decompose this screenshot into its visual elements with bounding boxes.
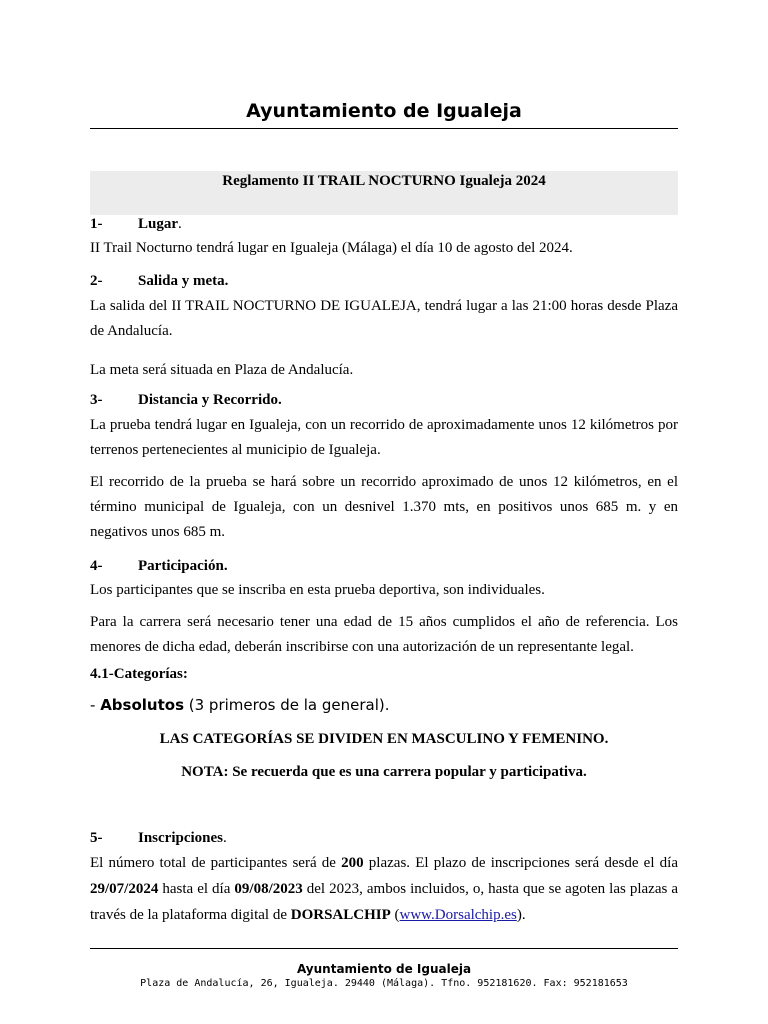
platform-name: DORSALCHIP (290, 907, 391, 923)
category-absolutos (90, 694, 678, 716)
footer-divider (90, 948, 678, 949)
section-2-paragraph-2: La meta será situada en Plaza de Andalucía. (90, 362, 354, 378)
categories-division-notice: LAS CATEGORÍAS SE DIVIDEN EN MASCULINO Y FEMENINO. (159, 731, 609, 747)
text-run: El número total de participantes será de (90, 855, 342, 871)
footer-address: Plaza de Andalucía, 26, Igualeja. 29440 (Málaga). Tfno. 952181620. Fax: 952181653 (140, 978, 628, 989)
section-number: 4- (90, 558, 103, 574)
section-2-heading (90, 271, 678, 291)
section-number: 2- (90, 273, 103, 289)
text-run: ( (390, 907, 400, 923)
subsection-categories-heading: 4.1-Categorías: (90, 666, 188, 682)
section-5-heading (90, 828, 678, 848)
footer-title: Ayuntamiento de Igualeja (296, 962, 472, 976)
document-title: Reglamento II TRAIL NOCTURNO Igualeja 2024 (222, 173, 546, 189)
section-4-paragraph-2: Para la carrera será necesario tener una edad de 15 años cumplidos el año de referencia. Los menores de dicha edad, deberán inscribirse con una autorización de un representante legal. (90, 614, 678, 655)
section-5-paragraph (90, 850, 678, 928)
text-run: hasta el día (158, 881, 235, 897)
section-3-heading (90, 390, 678, 410)
section-2-paragraph-1: La salida del II TRAIL NOCTURNO DE IGUALEJA, tendrá lugar a las 21:00 horas desde Plaza de Andalucía. (90, 298, 678, 339)
section-title: Inscripciones (138, 830, 224, 846)
section-title: Participación. (138, 558, 228, 574)
section-title: Lugar (138, 216, 179, 232)
category-detail: (3 primeros de la general). (184, 696, 390, 714)
section-4-paragraph-1: Los participantes que se inscriba en esta prueba deportiva, son individuales. (90, 582, 545, 598)
participants-count: 200 (341, 855, 364, 871)
header-title: Ayuntamiento de Igualeja (246, 100, 522, 122)
category-name: Absolutos (100, 696, 184, 714)
section-title-suffix: . (223, 830, 227, 846)
section-title: Distancia y Recorrido. (138, 392, 282, 408)
text-run: plazas. El plazo de inscripciones será desde el día (363, 855, 678, 871)
note: NOTA: Se recuerda que es una carrera popular y participativa. (181, 764, 587, 780)
section-title-suffix: . (178, 216, 182, 232)
section-number: 3- (90, 392, 103, 408)
section-4-heading (90, 556, 678, 576)
section-number: 5- (90, 830, 103, 846)
section-1-heading (90, 214, 678, 234)
section-3-paragraph-1: La prueba tendrá lugar en Igualeja, con un recorrido de aproximadamente unos 12 kilómetros por terrenos pertenecientes al municipio de Igualeja. (90, 417, 678, 458)
section-title: Salida y meta. (138, 273, 229, 289)
text-run: ). (516, 907, 526, 923)
category-dash: - (90, 696, 101, 714)
registration-start-date: 29/07/2024 (90, 881, 159, 897)
registration-end-date: 09/08/2023 (234, 881, 303, 897)
text-run: del 2023, ambos incluidos, o, hasta que se agoten las plazas a través de la plataforma digital de (90, 881, 678, 923)
header-divider (90, 128, 678, 129)
section-3-paragraph-2: El recorrido de la prueba se hará sobre un recorrido aproximado de unos 12 kilómetros, en el término municipal de Igualeja, con un desnivel 1.370 mts, en positivos unos 685 m. y en negativos unos 685 m. (90, 474, 678, 540)
dorsalchip-link[interactable]: www.Dorsalchip.es (399, 907, 517, 923)
section-1-paragraph: II Trail Nocturno tendrá lugar en Igualeja (Málaga) el día 10 de agosto del 2024. (90, 240, 573, 256)
section-number: 1- (90, 216, 103, 232)
